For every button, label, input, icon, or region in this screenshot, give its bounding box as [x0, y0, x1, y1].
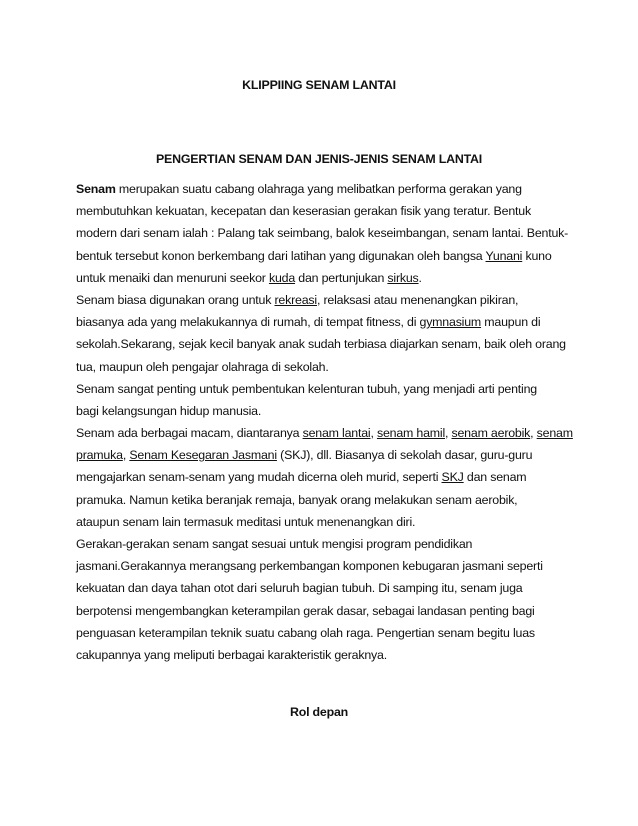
text-segment: pramuka. Namun ketika beranjak remaja, banyak orang melakukan senam aerobik,	[76, 492, 518, 507]
text-segment: , relaksasi atau menenangkan pikiran,	[316, 292, 519, 307]
text-line	[76, 378, 576, 400]
text-segment: penguasan keterampilan teknik suatu cabang olah raga. Pengertian senam begitu luas	[76, 625, 535, 640]
text-line	[76, 422, 576, 444]
text-segment: modern dari senam ialah : Palang tak seimbang, balok keseimbangan, senam lantai. Bentuk-	[76, 226, 569, 241]
text-line	[76, 333, 576, 355]
hyperlink[interactable]: senam hamil	[376, 426, 445, 441]
text-segment: bagi kelangsungan hidup manusia.	[76, 403, 262, 418]
text-line	[76, 444, 576, 466]
document-subtitle: PENGERTIAN SENAM DAN JENIS-JENIS SENAM LANTAI	[155, 152, 483, 166]
text-line	[76, 267, 576, 289]
text-line	[76, 533, 576, 555]
text-segment: jasmani.Gerakannya merangsang perkembangan komponen kebugaran jasmani seperti	[76, 559, 543, 574]
text-segment: sekolah.Sekarang, sejak kecil banyak anak sudah terbiasa diajarkan senam, baik oleh orang	[76, 337, 566, 352]
text-line	[76, 311, 576, 333]
text-segment: merupakan suatu cabang olahraga yang melibatkan performa gerakan yang	[115, 182, 522, 196]
text-segment: Senam sangat penting untuk pembentukan kelenturan tubuh, yang menjadi arti penting	[76, 381, 537, 396]
text-line	[76, 644, 576, 666]
text-line	[76, 622, 576, 644]
text-segment: Senam biasa digunakan orang untuk	[76, 292, 275, 307]
text-segment: membutuhkan kekuatan, kecepatan dan keserasian gerakan fisik yang teratur. Bentuk	[76, 204, 531, 219]
hyperlink[interactable]: kuda	[268, 270, 296, 285]
text-line	[76, 489, 576, 511]
text-line	[76, 200, 576, 222]
text-segment: (SKJ), dll. Biasanya di sekolah dasar, guru-guru	[276, 448, 533, 463]
hyperlink[interactable]: gymnasium	[419, 315, 482, 330]
text-line	[76, 555, 576, 577]
text-segment: mengajarkan senam-senam yang mudah dicerna oleh murid, seperti	[76, 470, 442, 485]
text-segment: ,	[370, 426, 377, 441]
text-segment: Senam ada berbagai macam, diantaranya	[76, 426, 303, 441]
text-segment: .	[418, 270, 422, 285]
text-segment: Gerakan-gerakan senam sangat sesuai untuk mengisi program pendidikan	[76, 537, 473, 551]
hyperlink[interactable]: senam	[536, 426, 573, 441]
text-line	[76, 466, 576, 488]
text-line	[76, 577, 576, 599]
bold-term: Senam	[76, 182, 116, 196]
text-segment: maupun di	[481, 315, 541, 330]
text-line	[76, 511, 576, 533]
text-line	[76, 400, 576, 422]
text-segment: bentuk tersebut konon berkembang dari latihan yang digunakan oleh bangsa	[76, 248, 486, 263]
text-segment: dan pertunjukan	[295, 270, 388, 285]
text-segment: untuk menaiki dan menuruni seekor	[76, 270, 269, 285]
text-segment: berpotensi mengembangkan keterampilan gerak dasar, sebagai landasan penting bagi	[76, 603, 535, 618]
hyperlink[interactable]: rekreasi	[274, 292, 317, 307]
hyperlink[interactable]: senam lantai	[302, 426, 371, 441]
section-heading: Rol depan	[289, 705, 349, 719]
text-segment: ,	[445, 426, 452, 441]
text-segment: ,	[530, 426, 537, 441]
document-title: KLIPPIING SENAM LANTAI	[242, 78, 396, 92]
hyperlink[interactable]: senam aerobik	[451, 426, 531, 441]
text-segment: cakupannya yang meliputi berbagai karakteristik geraknya.	[76, 647, 387, 662]
text-segment: ,	[122, 448, 130, 463]
text-segment: tua, maupun oleh pengajar olahraga di sekolah.	[76, 359, 329, 374]
body-text	[76, 178, 576, 666]
text-line	[76, 289, 576, 311]
text-segment: ataupun senam lain termasuk meditasi untuk menenangkan diri.	[76, 514, 416, 529]
text-segment: biasanya ada yang melakukannya di rumah, di tempat fitness, di	[76, 315, 420, 330]
hyperlink[interactable]: Senam Kesegaran Jasmani	[129, 448, 277, 463]
text-segment: dan senam	[463, 470, 527, 485]
text-line	[76, 245, 576, 267]
text-segment: kekuatan dan daya tahan otot dari seluruh bagian tubuh. Di samping itu, senam juga	[76, 581, 523, 596]
hyperlink[interactable]: sirkus	[387, 270, 419, 285]
hyperlink[interactable]: pramuka	[76, 448, 123, 463]
text-segment: kuno	[522, 248, 552, 263]
hyperlink[interactable]: SKJ	[441, 470, 464, 485]
text-line	[76, 600, 576, 622]
text-line	[76, 178, 576, 200]
text-line	[76, 222, 576, 244]
hyperlink[interactable]: Yunani	[485, 248, 523, 263]
text-line	[76, 356, 576, 378]
